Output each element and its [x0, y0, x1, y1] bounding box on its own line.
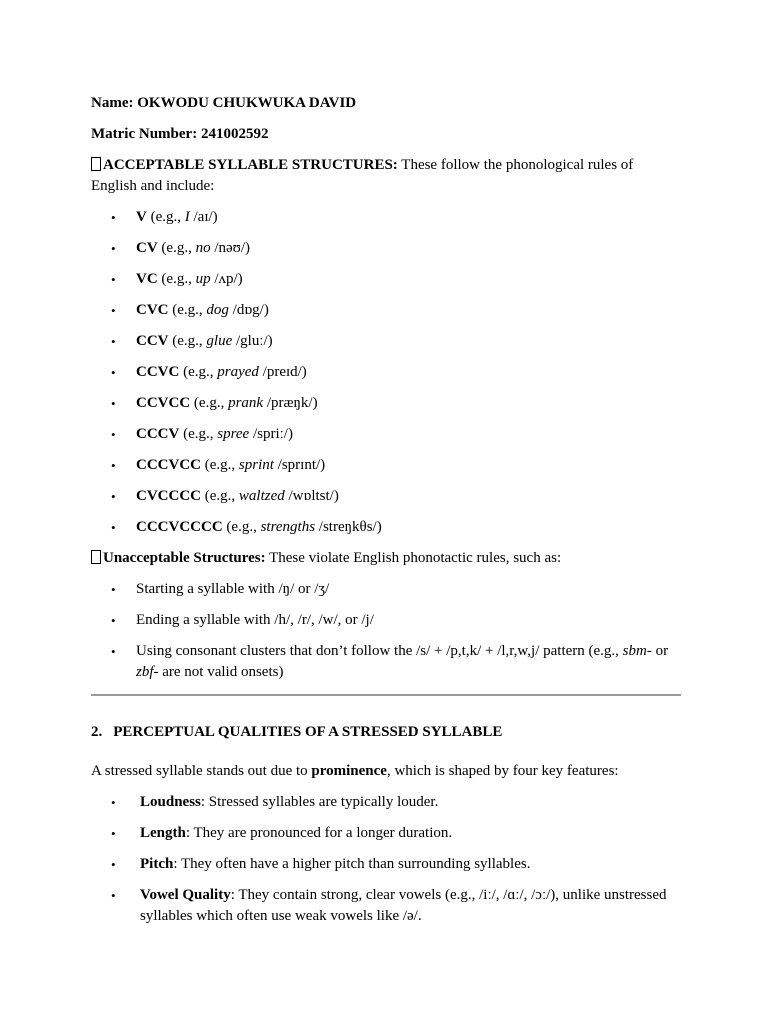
unacceptable-title: Unacceptable Structures: [103, 550, 266, 566]
unacceptable-item-text: are not valid onsets) [158, 664, 284, 680]
acceptable-intro: These follow the phonological rules of English and include: [91, 157, 634, 194]
list-item [91, 207, 681, 228]
acceptable-structures-list [91, 207, 681, 538]
example-word: sprint [238, 457, 274, 473]
prominence-term: prominence [311, 763, 387, 779]
example-word: I [184, 209, 190, 225]
syllable-pattern: CVCCCC [136, 488, 201, 504]
example-word: waltzed [238, 488, 285, 504]
example-prefix: (e.g., [168, 333, 207, 349]
list-item [91, 792, 681, 813]
bullet-icon: • [111, 334, 116, 349]
name-label: Name: [91, 95, 134, 111]
list-item [91, 362, 681, 383]
document-body [91, 93, 681, 937]
unacceptable-heading-paragraph [91, 548, 681, 569]
matric-label: Matric Number: [91, 126, 198, 142]
ipa-transcription: /gluː/) [232, 333, 273, 349]
bullet-icon: • [111, 396, 116, 411]
list-item [91, 885, 681, 927]
acceptable-heading-paragraph [91, 155, 681, 197]
bullet-icon: • [111, 210, 116, 225]
bullet-icon: • [111, 795, 116, 810]
example-word: spree [217, 426, 250, 442]
example-prefix: (e.g., [201, 457, 239, 473]
example-prefix: (e.g., [201, 488, 239, 504]
intro-text: A stressed syllable stands out due to [91, 763, 312, 779]
syllable-pattern: CCVC [136, 364, 180, 380]
bullet-icon: • [111, 582, 116, 597]
invalid-onset-example: sbm- [622, 643, 652, 659]
unacceptable-intro: These violate English phonotactic rules, such as: [265, 550, 562, 566]
bullet-icon: • [111, 241, 116, 256]
feature-description: : They are pronounced for a longer duration. [185, 825, 453, 841]
feature-description: : They often have a higher pitch than surrounding syllables. [173, 856, 531, 872]
syllable-pattern: V [136, 209, 147, 225]
example-prefix: (e.g., [146, 209, 185, 225]
syllable-pattern: CCCVCC [136, 457, 201, 473]
list-item [91, 854, 681, 875]
unacceptable-item-text: or [651, 643, 669, 659]
horizontal-rule [91, 694, 681, 696]
bullet-icon: • [111, 427, 116, 442]
section-2-intro [91, 761, 681, 782]
stress-features-list [91, 792, 681, 927]
syllable-pattern: CCV [136, 333, 169, 349]
invalid-onset-example: zbf- [136, 664, 159, 680]
missing-glyph-icon [91, 550, 101, 564]
unacceptable-item-text: Using consonant clusters that don’t follow the /s/ + /p,t,k/ + /l,r,w,j/ pattern (e.g., [136, 643, 623, 659]
example-word: no [195, 240, 211, 256]
example-prefix: (e.g., [190, 395, 229, 411]
feature-term: Vowel Quality [140, 887, 231, 903]
syllable-pattern: CCVCC [136, 395, 191, 411]
bullet-icon: • [111, 458, 116, 473]
bullet-icon: • [111, 489, 116, 504]
matric-value: 241002592 [200, 126, 269, 142]
example-prefix: (e.g., [179, 364, 218, 380]
list-item [91, 393, 681, 414]
feature-description: : Stressed syllables are typically louder. [200, 794, 439, 810]
bullet-icon: • [111, 644, 116, 659]
syllable-pattern: CCCVCCCC [136, 519, 223, 535]
list-item [91, 238, 681, 259]
example-word: glue [206, 333, 233, 349]
example-word: strengths [260, 519, 316, 535]
list-item [91, 455, 681, 476]
syllable-pattern: VC [136, 271, 158, 287]
matric-number-line [91, 124, 681, 145]
example-prefix: (e.g., [222, 519, 261, 535]
list-item [91, 641, 681, 683]
example-prefix: (e.g., [157, 240, 196, 256]
unacceptable-structures-list [91, 579, 681, 683]
acceptable-title: ACCEPTABLE SYLLABLE STRUCTURES: [103, 157, 398, 173]
example-prefix: (e.g., [168, 302, 207, 318]
example-word: prank [228, 395, 264, 411]
bullet-icon: • [111, 365, 116, 380]
unacceptable-item-text: Ending a syllable with /h/, /r/, /w/, or /j/ [136, 612, 374, 628]
bullet-icon: • [111, 888, 116, 903]
example-prefix: (e.g., [157, 271, 196, 287]
syllable-pattern: CVC [136, 302, 169, 318]
bullet-icon: • [111, 272, 116, 287]
list-item [91, 486, 681, 507]
list-item [91, 823, 681, 844]
list-item [91, 424, 681, 445]
bullet-icon: • [111, 613, 116, 628]
name-value: OKWODU CHUKWUKA DAVID [137, 95, 357, 111]
section-number: 2. [91, 724, 103, 740]
ipa-transcription: /nəʊ/) [210, 240, 251, 256]
ipa-transcription: /streŋkθs/) [315, 519, 382, 535]
ipa-transcription: /sprɪnt/) [273, 457, 326, 473]
ipa-transcription: /ʌp/) [210, 271, 243, 287]
ipa-transcription: /preɪd/) [258, 364, 307, 380]
ipa-transcription: /wɒltst/) [284, 488, 339, 504]
list-item [91, 517, 681, 538]
syllable-pattern: CV [136, 240, 158, 256]
ipa-transcription: /aɪ/) [189, 209, 218, 225]
bullet-icon: • [111, 303, 116, 318]
feature-term: Length [140, 825, 186, 841]
feature-term: Loudness [140, 794, 201, 810]
unacceptable-item-text: Starting a syllable with /ŋ/ or /ʒ/ [136, 581, 330, 597]
list-item [91, 331, 681, 352]
section-2-title [91, 722, 681, 743]
section-title-text: PERCEPTUAL QUALITIES OF A STRESSED SYLLABLE [113, 724, 503, 740]
feature-description: : They contain strong, clear vowels (e.g., /iː/, /ɑː/, /ɔː/), unlike unstressed syllables which often use weak vowels like /ə/. [140, 887, 667, 924]
list-item [91, 269, 681, 290]
bullet-icon: • [111, 520, 116, 535]
bullet-icon: • [111, 857, 116, 872]
example-word: prayed [217, 364, 259, 380]
ipa-transcription: /spriː/) [249, 426, 293, 442]
list-item [91, 300, 681, 321]
list-item [91, 610, 681, 631]
example-prefix: (e.g., [179, 426, 218, 442]
syllable-pattern: CCCV [136, 426, 180, 442]
intro-text: , which is shaped by four key features: [386, 763, 619, 779]
bullet-icon: • [111, 826, 116, 841]
missing-glyph-icon [91, 157, 101, 171]
example-word: up [195, 271, 211, 287]
ipa-transcription: /præŋk/) [263, 395, 318, 411]
ipa-transcription: /dɒg/) [228, 302, 269, 318]
example-word: dog [206, 302, 229, 318]
feature-term: Pitch [140, 856, 174, 872]
student-name-line [91, 93, 681, 114]
list-item [91, 579, 681, 600]
